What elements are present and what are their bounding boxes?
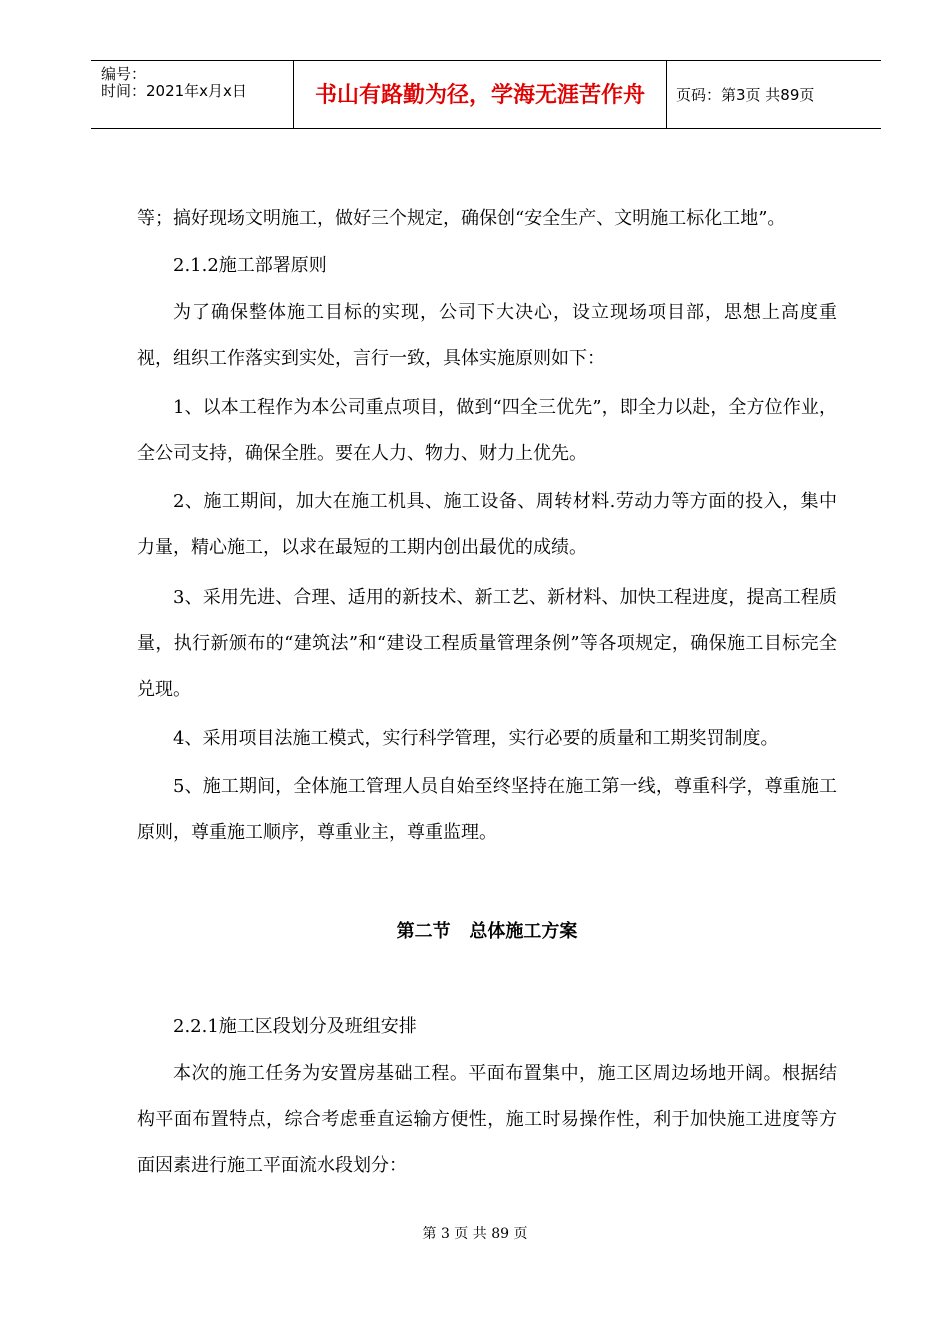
header-page-info: 页码：第3页 共89页 xyxy=(676,86,815,104)
document-time-label: 时间：2021年x月x日 xyxy=(101,82,247,100)
header-motto-cell xyxy=(293,61,667,128)
page-header xyxy=(91,60,881,129)
document-number-label: 编号： xyxy=(101,65,147,83)
paragraph-continuation: 等；搞好现场文明施工，做好三个规定，确保创“安全生产、文明施工标化工地”。 xyxy=(137,208,786,229)
subsection-heading-2-1-2: 2.1.2施工部署原则 xyxy=(173,255,327,276)
principle-item-1: 1、以本工程作为本公司重点项目，做到“四全三优先”，即全力以赴，全方位作业，全公司支持，确保全胜。要在人力、物力、财力上优先。 xyxy=(137,397,837,464)
page-footer-number: 第 3 页 共 89 页 xyxy=(422,1226,528,1242)
subsection-heading-2-2-1: 2.2.1施工区段划分及班组安排 xyxy=(173,1016,417,1037)
header-meta-cell xyxy=(91,61,293,128)
header-page-cell xyxy=(666,61,881,128)
paragraph-deployment-intro: 为了确保整体施工目标的实现，公司下大决心，设立现场项目部，思想上高度重视，组织工作落实到实处，言行一致，具体实施原则如下： xyxy=(137,302,837,369)
header-motto: 书山有路勤为径，学海无涯苦作舟 xyxy=(314,83,645,108)
section-title: 第二节 总体施工方案 xyxy=(396,921,578,942)
principle-item-5: 5、施工期间，全体施工管理人员自始至终坚持在施工第一线，尊重科学，尊重施工原则，尊重施工顺序，尊重业主，尊重监理。 xyxy=(137,776,837,843)
paragraph-zone-division: 本次的施工任务为安置房基础工程。平面布置集中，施工区周边场地开阔。根据结构平面布置特点，综合考虑垂直运输方便性，施工时易操作性，利于加快施工进度等方面因素进行施工平面流水段划分： xyxy=(137,1063,837,1176)
principle-item-2: 2、施工期间，加大在施工机具、施工设备、周转材料.劳动力等方面的投入，集中力量，精心施工，以求在最短的工期内创出最优的成绩。 xyxy=(137,491,837,558)
principle-item-4: 4、采用项目法施工模式，实行科学管理，实行必要的质量和工期奖罚制度。 xyxy=(173,728,779,749)
principle-item-3: 3、采用先进、合理、适用的新技术、新工艺、新材料、加快工程进度，提高工程质量，执行新颁布的“建筑法”和“建设工程质量管理条例”等各项规定，确保施工目标完全兑现。 xyxy=(137,587,837,700)
